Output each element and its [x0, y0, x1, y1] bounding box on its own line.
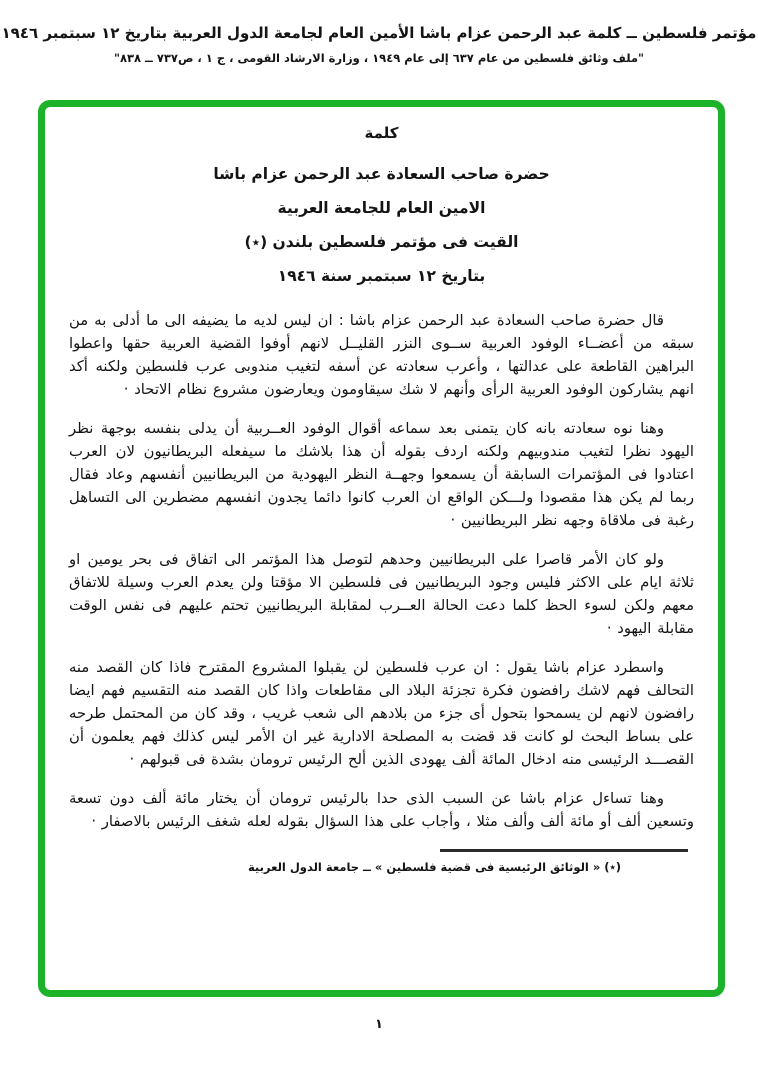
speech-subtitle-speaker: حضرة صاحب السعادة عبد الرحمن عزام باشا: [213, 165, 550, 183]
paragraph-3: ولو كان الأمر قاصرا على البريطانيين وحدهم لتوصل هذا المؤتمر الى اتفاق فى بحر يومين او ثلاثة ايام على الاكثر فليس وجود البريطانيين فى فلسطين الا مؤقتا ولن يعدم العرب وسيلة للاتفاق معهم ولكن لسوء الحظ كلما دعت الحالة العــرب لمقابلة البريطانيين تحتم عليهم فى نفس الوقت مقابلة اليهود ·: [69, 551, 694, 637]
page-number: ١: [375, 1017, 383, 1032]
speech-title-block: [69, 121, 694, 293]
speech-body: [69, 309, 694, 833]
speech-subtitle-role: الامين العام للجامعة العربية: [277, 199, 486, 217]
document-header: [0, 22, 758, 66]
paragraph-5: وهنا تساءل عزام باشا عن السبب الذى حدا بالرئيس ترومان أن يختار مائة ألف دون تسعة وتسعين ألف أو مائة ألف وألف مثلا ، وأجاب على هذا السؤال بقوله لعله شغف الرئيس بالاصفار ·: [69, 790, 694, 830]
footnote-text: (٭) « الوثائق الرئيسية فى قضية فلسطين » ــ جامعة الدول العربية: [247, 860, 622, 874]
speech-subtitle-occasion: القيت فى مؤتمر فلسطين بلندن (٭): [244, 233, 519, 251]
paragraph-2: وهنا نوه سعادته بانه كان يتمنى بعد سماعه أقوال الوفود العــربية أن يدلى بنفسه بوجهة نظر اليهود نظرا لتغيب مندوبيهم ولكنه اردف بقوله أن هذا بلاشك ما سيفعله البريطانيون لان العرب اعتادوا فى المؤتمرات السابقة أن يسمعوا وجهــة النظر اليهودية من البريطانيين أنفسهم وعاد فقال ربما لم يكن هذا مقصودا ولـــكن الواقع ان العرب كانوا دائما يجدون انفسهم مضطرين الى التساهل رغبة فى ملاقاة وجهه نظر البريطانيين ·: [69, 420, 694, 529]
footnote-separator: [440, 849, 688, 852]
speech-title: كلمة: [364, 124, 399, 142]
paragraph-1: قال حضرة صاحب السعادة عبد الرحمن عزام باشا : ان ليس لديه ما يضيفه الى ما أدلى به من سبقه من أعضــاء الوفود العربية ســوى النزر القليــل لانهم أوفوا القضية العربية حقها واعطوا البراهين القاطعة على عدالتها ، وأعرب سعادته عن أسفه لتغيب مندوبى عرب فلسطين ولكنه أكد انهم يشاركون الوفود العربية الرأى وأنهم لا شك سيقاومون ويعارضون مشروع نظام الاتحاد ·: [69, 312, 694, 398]
header-source-line: "ملف وثائق فلسطين من عام ٦٣٧ إلى عام ١٩٤٩ ، وزارة الارشاد القومى ، ج ١ ، ص٧٣٧ ــ ٨٣٨": [113, 51, 645, 65]
header-title-line: مؤتمر فلسطين ــ كلمة عبد الرحمن عزام باشا الأمين العام لجامعة الدول العربية بتاريخ ١٢ سبتمبر ١٩٤٦: [1, 24, 757, 42]
speech-subtitle-date: بتاريخ ١٢ سبتمبر سنة ١٩٤٦: [277, 267, 486, 285]
paragraph-4: واسطرد عزام باشا يقول : ان عرب فلسطين لن يقبلوا المشروع المقترح فاذا كان القصد منه التحالف فهم لاشك رافضون فكرة تجزئة البلاد الى مقاطعات واذا كان القصد منه التقسيم فهم ايضا رافضون لانهم لن يسمحوا بتحول أى جزء من بلادهم الى شعب غريب ، وقد كان من المحتمل طرحه على بساط البحث لو كانت قد قضت به المصلحة الادارية غير ان الأمر ليس كذلك فهم يعلمون أن القصـــد الرئيسى منه ادخال المائة ألف يهودى الذين ألح الرئيس ترومان بشدة فى قبولهم ·: [69, 659, 694, 768]
green-highlight-frame: [38, 100, 725, 997]
